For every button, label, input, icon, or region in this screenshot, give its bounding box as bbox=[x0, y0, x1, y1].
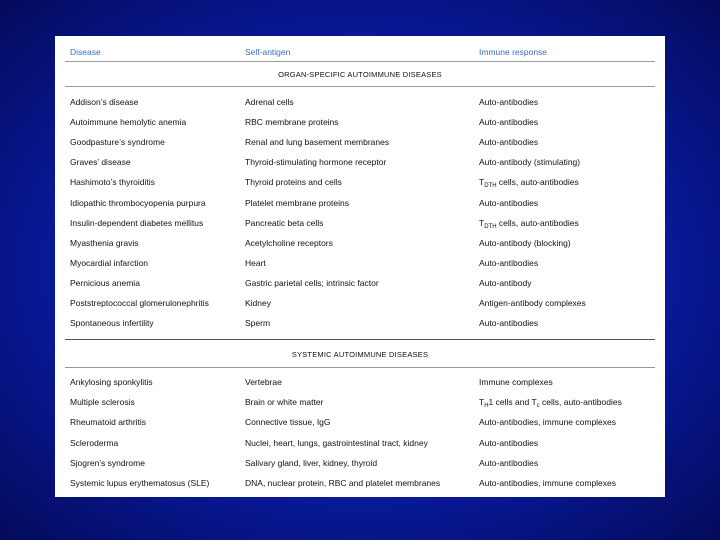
cell-antigen: DNA, nuclear protein, RBC and platelet membranes bbox=[245, 478, 441, 488]
cell-antigen: RBC membrane proteins bbox=[245, 117, 339, 128]
cell-response: $T_{DTH}$ cells, auto-antibodies bbox=[479, 217, 579, 230]
cell-response: Auto-antibody bbox=[479, 277, 532, 288]
cell-disease: Rheumatoid arthritis bbox=[70, 417, 147, 428]
cell-response: Auto-antibodies bbox=[479, 257, 539, 268]
cell-response: Auto-antibodies bbox=[479, 437, 539, 448]
cell-response: Auto-antibodies bbox=[479, 457, 539, 468]
table-row bbox=[55, 433, 665, 453]
cell-antigen: Platelet membrane proteins bbox=[245, 197, 349, 208]
cell-disease: Myasthenia gravis bbox=[70, 237, 139, 248]
table-row bbox=[55, 213, 665, 233]
cell-disease: Scleroderma bbox=[70, 437, 119, 448]
organ-section-divider bbox=[65, 86, 655, 87]
cell-antigen: Salivary gland, liver, kidney, thyroid bbox=[245, 457, 378, 468]
cell-disease: Idiopathic thrombocyopenia purpura bbox=[70, 197, 206, 208]
cell-antigen: Kidney bbox=[245, 298, 271, 308]
cell-response: Auto-antibodies bbox=[479, 117, 539, 128]
systemic-top-divider bbox=[65, 339, 655, 340]
cell-antigen: Brain or white matter bbox=[245, 397, 324, 408]
t-prefix: T bbox=[479, 177, 485, 188]
cell-response: Auto-antibodies bbox=[479, 97, 539, 107]
cell-disease: Autoimmune hemolytic anemia bbox=[70, 117, 187, 128]
table-row bbox=[55, 233, 665, 253]
cell-disease: Pernicious anemia bbox=[70, 277, 140, 288]
cell-antigen: Vertebrae bbox=[245, 377, 282, 387]
cell-response: Antigen-antibody complexes bbox=[479, 298, 586, 308]
table-header bbox=[55, 42, 665, 62]
table-row bbox=[55, 412, 665, 432]
cell-disease: Insulin-dependent diabetes mellitus bbox=[70, 217, 204, 228]
cells-and-text: cells and bbox=[495, 397, 530, 408]
table-row bbox=[55, 293, 665, 313]
h1-number: 1 bbox=[488, 397, 494, 408]
table-row bbox=[55, 132, 665, 152]
dth-subscript: DTH bbox=[484, 183, 497, 190]
cell-antigen: Pancreatic beta cells bbox=[245, 217, 324, 228]
cell-antigen: Gastric parietal cells; intrinsic factor bbox=[245, 277, 379, 288]
cell-disease: Poststreptococcal glomerulonephritis bbox=[70, 298, 209, 308]
cell-response: Auto-antibodies bbox=[479, 137, 539, 148]
cell-antigen: Renal and lung basement membranes bbox=[245, 137, 390, 148]
cell-disease: Multiple sclerosis bbox=[70, 397, 135, 408]
cell-antigen: Thyroid proteins and cells bbox=[245, 177, 342, 188]
c-subscript: c bbox=[536, 403, 540, 410]
cell-antigen: Adrenal cells bbox=[245, 97, 294, 107]
cell-disease: Spontaneous infertility bbox=[70, 318, 154, 329]
cell-response: Auto-antibodies bbox=[479, 197, 539, 208]
cell-disease: Graves’ disease bbox=[70, 157, 131, 168]
cell-disease: Hashimoto’s thyroiditis bbox=[70, 177, 155, 188]
table-row bbox=[55, 313, 665, 333]
cell-antigen: Nuclei, heart, lungs, gastrointestinal tract, kidney bbox=[245, 437, 428, 448]
table-row bbox=[55, 152, 665, 172]
cell-disease: Addison’s disease bbox=[70, 97, 139, 107]
cell-antigen: Acetylcholine receptors bbox=[245, 237, 333, 248]
table-row bbox=[55, 193, 665, 213]
table-row bbox=[55, 112, 665, 132]
cell-disease: Myocardial infarction bbox=[70, 257, 148, 268]
t-prefix: T bbox=[531, 397, 537, 408]
header-antigen: Self-antigen bbox=[245, 47, 291, 57]
cell-disease: Goodpasture’s syndrome bbox=[70, 137, 165, 148]
cell-response: $T_H1$ cells and $T_c$ cells, auto-antibodies bbox=[479, 397, 622, 410]
cell-response: Auto-antibody (blocking) bbox=[479, 237, 571, 248]
header-response: Immune response bbox=[479, 47, 548, 57]
table-row bbox=[55, 453, 665, 473]
h-subscript: H bbox=[484, 403, 489, 410]
organ-section-title: ORGAN-SPECIFIC AUTOIMMUNE DISEASES bbox=[278, 70, 442, 79]
table-row bbox=[55, 372, 665, 392]
cell-antigen: Sperm bbox=[245, 318, 271, 329]
systemic-section-divider bbox=[65, 367, 655, 368]
table-row bbox=[55, 392, 665, 412]
table-row bbox=[55, 273, 665, 293]
table-row bbox=[55, 172, 665, 192]
dth-subscript: DTH bbox=[484, 223, 497, 230]
header-disease: Disease bbox=[70, 47, 101, 57]
t-prefix: T bbox=[479, 397, 485, 408]
cell-response: Auto-antibodies bbox=[479, 318, 539, 329]
cell-disease: Systemic lupus erythematosus (SLE) bbox=[70, 478, 210, 488]
cell-disease: Ankylosing sponkylitis bbox=[70, 377, 153, 387]
cell-response: Auto-antibodies, immune complexes bbox=[479, 417, 617, 428]
cell-response: Immune complexes bbox=[479, 377, 553, 387]
cell-response: $T_{DTH}$ cells, auto-antibodies bbox=[479, 177, 579, 190]
cell-response: Auto-antibodies, immune complexes bbox=[479, 478, 617, 488]
cell-antigen: Heart bbox=[245, 257, 266, 268]
table-row bbox=[55, 473, 665, 493]
systemic-section-title: SYSTEMIC AUTOIMMUNE DISEASES bbox=[291, 350, 429, 359]
cell-antigen: Thyroid-stimulating hormone receptor bbox=[245, 157, 387, 168]
table-row bbox=[55, 92, 665, 112]
cell-antigen: Connective tissue, IgG bbox=[245, 417, 331, 428]
cell-disease: Sjogren’s syndrome bbox=[70, 457, 145, 468]
table-row bbox=[55, 253, 665, 273]
t-prefix: T bbox=[479, 217, 485, 228]
table-slide bbox=[55, 36, 665, 497]
cell-response: Auto-antibody (stimulating) bbox=[479, 157, 581, 168]
header-divider bbox=[65, 61, 655, 62]
